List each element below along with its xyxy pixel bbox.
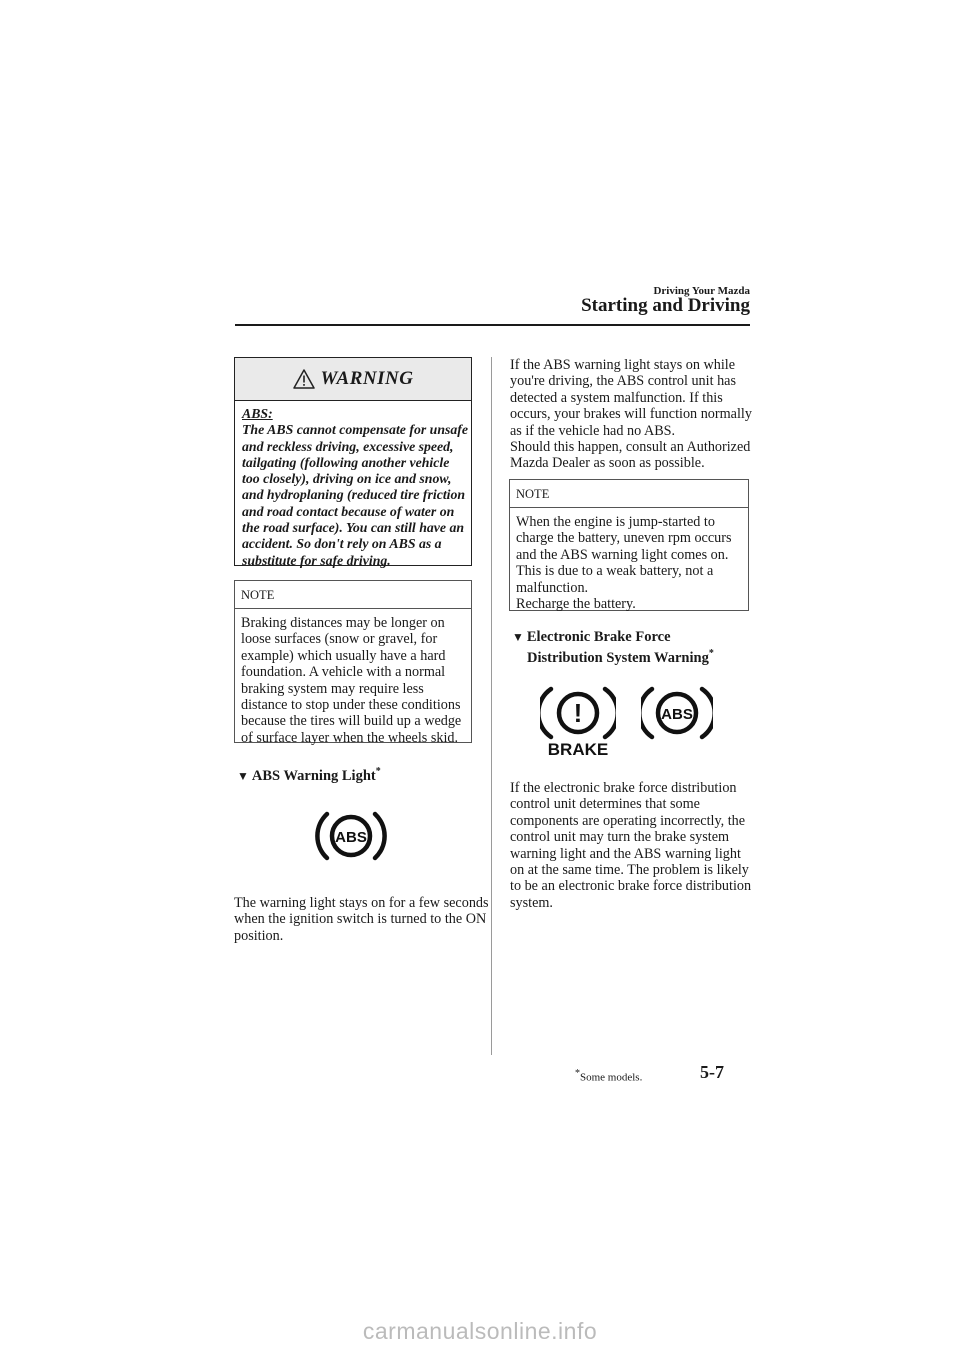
warning-box (234, 357, 472, 566)
warning-text: The ABS cannot compensate for unsafe and reckless driving, excessive speed, tailgating (following another vehicle too closely), driving on ice and snow, and hydroplaning (reduced tire friction and road contact because of water on the road surface). You can still have an accident. So don't rely on ABS as a substitute for safe driving. (242, 422, 469, 568)
abs-warning-light-icon (315, 810, 387, 862)
abs-warning-light-icon (641, 685, 713, 741)
header-divider (235, 324, 750, 326)
abs-icon-label: ABS (335, 829, 367, 846)
note-heading: NOTE (510, 480, 748, 508)
warning-subject: ABS: (242, 406, 273, 421)
note-text: Braking distances may be longer on loose surfaces (snow or gravel, for example) which usually have a hard foundation. A vehicle with a normal braking system may require less distance to stop under these conditions because the tires will build up a wedge of surface layer when the wheels skid. (241, 615, 462, 746)
note-text: When the engine is jump-started to charge the battery, uneven rpm occurs and the ABS warning light comes on. This is due to a weak battery, not a malfunction. (516, 514, 732, 596)
column-divider (491, 357, 492, 1055)
note-body (516, 514, 746, 612)
star-mark: * (575, 1068, 580, 1079)
note-heading: NOTE (235, 581, 471, 609)
warning-body (242, 406, 470, 569)
brake-exclamation-mark: ! (573, 698, 583, 728)
chapter-subtitle: Driving Your Mazda (653, 285, 750, 297)
section-title: Starting and Driving (581, 295, 750, 316)
section-marker-icon: ▼ (237, 768, 249, 783)
warning-heading: WARNING (320, 368, 414, 389)
note-text-recharge: Recharge the battery. (516, 596, 636, 613)
section-marker-icon: ▼ (512, 630, 524, 644)
ebd-heading-line1: Electronic Brake Force (526, 629, 671, 645)
abs-malfunction-text: If the ABS warning light stays on while you're driving, the ABS control unit has detected a system malfunction. If this occurs, your brakes will function normally as if the vehicle had no ABS. (510, 357, 752, 439)
warning-header (235, 358, 471, 401)
abs-heading-text: ABS Warning Light (251, 767, 376, 784)
ebd-warning-heading (512, 629, 714, 666)
abs-icon-label: ABS (661, 706, 693, 723)
brake-warning-light-icon (540, 685, 616, 757)
star-mark: * (708, 647, 714, 659)
note-box-braking (234, 580, 472, 746)
footnote (575, 1068, 642, 1084)
consult-dealer-text: Should this happen, consult an Authorized Mazda Dealer as soon as possible. (510, 439, 751, 472)
brake-icon-label: BRAKE (547, 740, 609, 757)
abs-light-description: The warning light stays on for a few seconds when the ignition switch is turned to the ON position. (234, 895, 489, 944)
star-mark: * (375, 766, 381, 777)
abs-malfunction-paragraph (510, 357, 755, 472)
ebd-heading-line2: Distribution System Warning (527, 649, 709, 666)
ebd-description: If the electronic brake force distribution control unit determines that some components are operating incorrectly, the control unit may turn the brake system warning light and the ABS warning light on at the same time. The problem is likely to be an electronic brake force distribution system. (510, 780, 752, 911)
abs-warning-light-heading (237, 764, 381, 784)
note-box-jump-start (509, 479, 749, 611)
page-number: 5-7 (700, 1062, 724, 1082)
watermark: carmanualsonline.info (362, 1318, 598, 1344)
footnote-text: Some models. (580, 1071, 643, 1084)
warning-triangle-icon (293, 369, 315, 389)
